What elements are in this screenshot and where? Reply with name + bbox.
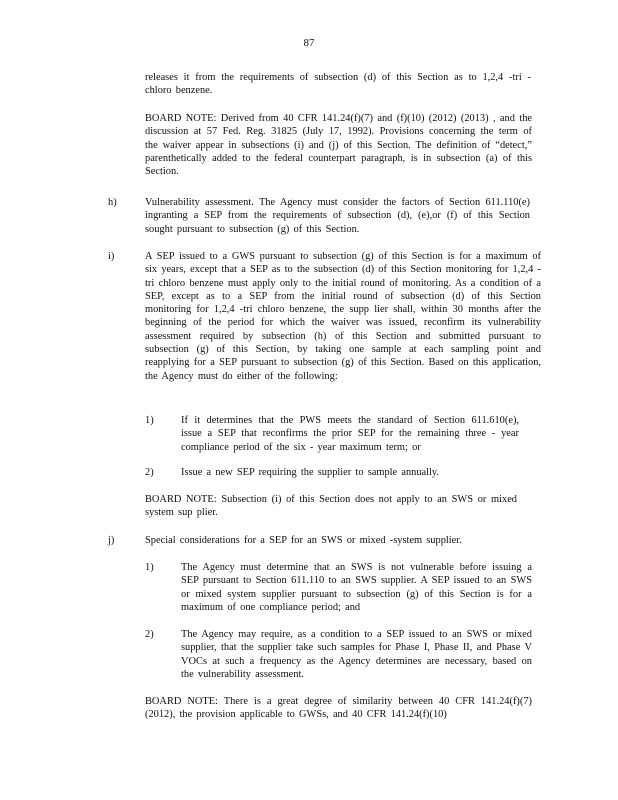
section-i-text: A SEP issued to a GWS pursuant to subsection (g) of this Section is for a maximum of six years, except that a SEP as to the subsection (d) of this Section monitoring for 1,2,4 -tri chloro benzene must apply only to the initial round of monitoring. As a condition of a SEP, except as to a SEP from the initial round of subsection (d) of this Section monitoring for 1,2,4 -tri chloro benzene, the supp lier shall, within 30 months after the beginning of the period for which the waiver was issued, reconfirm its vulnerability assessment required by subsection (h) of this Section and submitted pursuant to subsection (g) of this Section, by taking one sample at each sampling point and reapplying for a SEP pursuant to subsection (g) of this Section. Based on this application, the Agency must do either of the following:	[145, 251, 541, 382]
section-i-item-1-marker: 1)	[145, 415, 154, 426]
section-j-board-note: BOARD NOTE: There is a great degree of similarity between 40 CFR 141.24(f)(7) (2012), the provision applicable to GWSs, and 40 CFR 141.24(f)(10)	[145, 696, 532, 721]
section-h-text: Vulnerability assessment. The Agency must consider the factors of Section 611.110(e) ingranting a SEP from the requirements of subsection (d), (e),or (f) of this Section sought pursuant to subsection (g) of this Section.	[145, 197, 530, 235]
section-j-marker: j)	[108, 535, 115, 546]
continuation-paragraph: releases it from the requirements of subsection (d) of this Section as to 1,2,4 -tri - chloro benzene.	[145, 72, 531, 97]
section-j-item-1-text: The Agency must determine that an SWS is not vulnerable before issuing a SEP pursuant to Section 611.110 to an SWS supplier. A SEP issued to an SWS or mixed system supplier pursuant to subsection (g) of this Section is for a maximum of one compliance period; and	[181, 562, 532, 613]
section-h-marker: h)	[108, 197, 117, 208]
section-i-board-note: BOARD NOTE: Subsection (i) of this Section does not apply to an SWS or mixed system sup plier.	[145, 494, 517, 519]
section-j-text: Special considerations for a SEP for an SWS or mixed -system supplier.	[145, 535, 462, 546]
section-i-marker: i)	[108, 251, 115, 262]
section-i-item-1-text: If it determines that the PWS meets the standard of Section 611.610(e), issue a SEP that reconfirms the prior SEP for the remaining three - year compliance period of the six - year maximum term; or	[181, 415, 519, 453]
page-number: 87	[303, 37, 315, 49]
section-j-item-2-text: The Agency may require, as a condition to a SEP issued to an SWS or mixed supplier, that the supplier take such samples for Phase I, Phase II, and Phase V VOCs at such a frequency as the Agency determines are necessary, based on the vulnerability assessment.	[181, 629, 532, 680]
section-i-item-2-marker: 2)	[145, 467, 154, 478]
section-i-item-2-text: Issue a new SEP requiring the supplier to sample annually.	[181, 467, 440, 478]
section-j-item-2-marker: 2)	[145, 629, 154, 640]
section-j-item-1-marker: 1)	[145, 562, 154, 573]
board-note-derivation: BOARD NOTE: Derived from 40 CFR 141.24(f)(7) and (f)(10) (2012) (2013) , and the discussion at 57 Fed. Reg. 31825 (July 17, 1992). Provisions concerning the term of the waiver appear in subsections (i) and (j) of this Section. The definition of “detect,” parenthetically added to the federal counterpart paragraph, is in subsection (a) of this Section.	[145, 113, 532, 178]
